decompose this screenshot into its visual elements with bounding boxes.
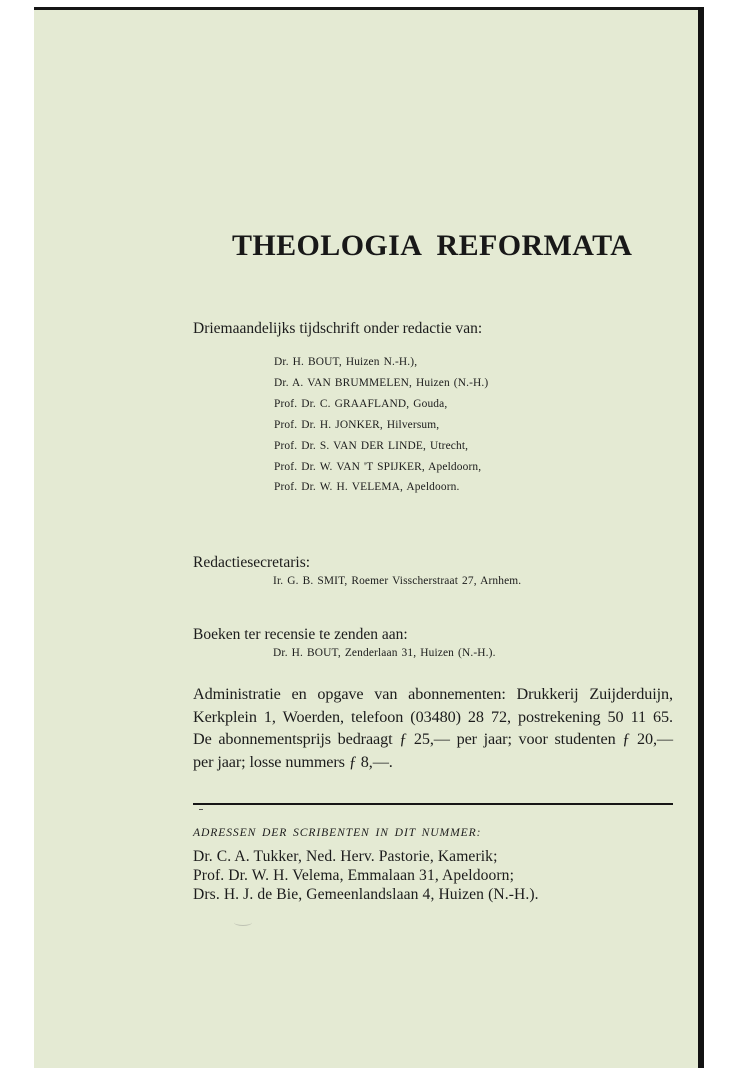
administration-line: per jaar; losse nummers ƒ 8,—. xyxy=(193,752,393,771)
reviews-address: Dr. H. BOUT, Zenderlaan 31, Huizen (N.-H.). xyxy=(273,647,496,659)
editor-item: Dr. A. VAN BRUMMELEN, Huizen (N.-H.) xyxy=(274,376,489,389)
author-item: Drs. H. J. de Bie, Gemeenlandslaan 4, Huizen (N.-H.). xyxy=(193,885,539,903)
author-item: Dr. C. A. Tukker, Ned. Herv. Pastorie, Kamerik; xyxy=(193,848,498,865)
editor-item: Prof. Dr. H. JONKER, Hilversum, xyxy=(274,418,440,431)
administration-line: Kerkplein 1, Woerden, telefoon (03480) 28 72, postrekening 50 11 65. xyxy=(193,707,673,726)
administration-line: Administratie en opgave van abonnementen: Drukkerij Zuijderduijn, xyxy=(193,685,673,703)
editorial-board-list xyxy=(274,352,488,498)
editor-item: Prof. Dr. W. H. VELEMA, Apeldoorn. xyxy=(274,481,460,494)
editor-item: Prof. Dr. S. VAN DER LINDE, Utrecht, xyxy=(274,439,469,452)
journal-title: THEOLOGIA REFORMATA xyxy=(232,229,633,262)
author-item: Prof. Dr. W. H. Velema, Emmalaan 31, Apeldoorn; xyxy=(193,866,515,884)
editor-item: Dr. H. BOUT, Huizen N.-H.), xyxy=(274,356,418,368)
section-divider xyxy=(193,803,673,805)
editor-item: Prof. Dr. C. GRAAFLAND, Gouda, xyxy=(274,397,448,410)
authors-list xyxy=(193,848,539,904)
journal-page xyxy=(34,7,700,1068)
divider-tick xyxy=(199,809,203,810)
editorial-board-label: Driemaandelijks tijdschrift onder redactie van: xyxy=(193,320,483,337)
secretary-label: Redactiesecretaris: xyxy=(193,554,311,571)
administration-line: De abonnementsprijs bedraagt ƒ 25,— per jaar; voor studenten ƒ 20,— xyxy=(193,730,673,749)
authors-heading: ADRESSEN DER SCRIBENTEN IN DIT NUMMER: xyxy=(193,826,482,839)
page-edge-shadow xyxy=(698,7,704,1068)
secretary-address: Ir. G. B. SMIT, Roemer Visscherstraat 27, Arnhem. xyxy=(273,575,522,587)
editor-item: Prof. Dr. W. VAN 'T SPIJKER, Apeldoorn, xyxy=(274,460,482,473)
administration-paragraph xyxy=(193,683,673,773)
print-mark xyxy=(234,919,252,926)
reviews-label: Boeken ter recensie te zenden aan: xyxy=(193,626,408,643)
